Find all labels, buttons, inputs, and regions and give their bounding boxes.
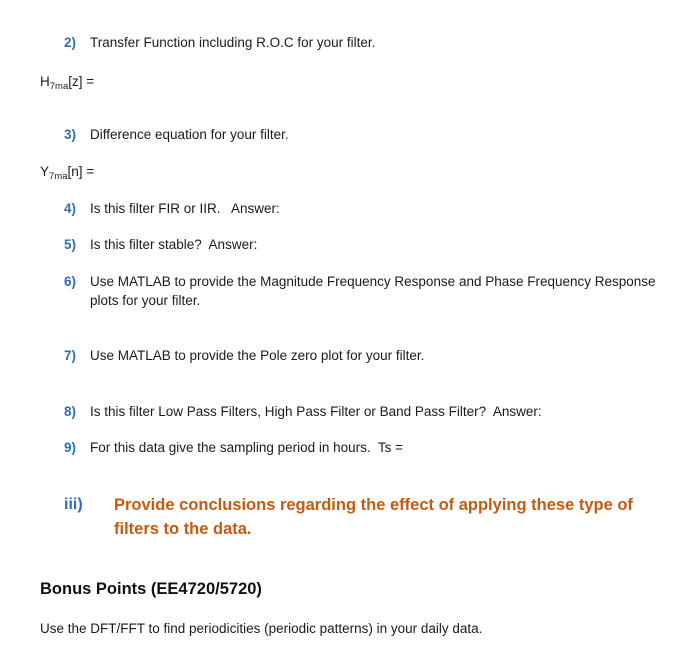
item-text: For this data give the sampling period in hours. Ts = bbox=[90, 440, 404, 455]
eq-rest: [n] = bbox=[67, 164, 95, 179]
item-text: Difference equation for your filter. bbox=[90, 127, 289, 142]
item-number: 4) bbox=[64, 201, 77, 216]
item-number: 7) bbox=[64, 348, 77, 363]
item-text: Is this filter FIR or IIR. Answer: bbox=[90, 201, 280, 216]
item-text: Use MATLAB to provide the Pole zero plot for your filter. bbox=[90, 348, 425, 363]
item-number: 9) bbox=[64, 440, 77, 455]
item-number: 6) bbox=[64, 274, 77, 289]
transfer-function-equation bbox=[40, 74, 95, 92]
item-text: Is this filter stable? Answer: bbox=[90, 237, 258, 252]
section-heading-line2: filters to the data. bbox=[114, 520, 252, 538]
eq-subscript: 7ma bbox=[49, 81, 69, 92]
item-number: 2) bbox=[64, 35, 77, 50]
item-text: Is this filter Low Pass Filters, High Pass Filter or Band Pass Filter? Answer: bbox=[90, 404, 542, 419]
item-text-line2: plots for your filter. bbox=[90, 293, 201, 308]
section-number: iii) bbox=[64, 496, 83, 513]
eq-base: H bbox=[40, 74, 50, 89]
item-number: 8) bbox=[64, 404, 77, 419]
item-text: Transfer Function including R.O.C for your filter. bbox=[90, 35, 376, 50]
item-number: 3) bbox=[64, 127, 77, 142]
eq-subscript: 7ma bbox=[49, 171, 68, 182]
bonus-text: Use the DFT/FFT to find periodicities (periodic patterns) in your daily data. bbox=[40, 621, 483, 636]
item-text-line1: Use MATLAB to provide the Magnitude Frequency Response and Phase Frequency Response bbox=[90, 274, 656, 289]
eq-base: Y bbox=[40, 164, 50, 179]
difference-equation bbox=[40, 164, 95, 182]
item-number: 5) bbox=[64, 237, 77, 252]
eq-rest: [z] = bbox=[68, 74, 95, 89]
section-heading-line1: Provide conclusions regarding the effect of applying these type of bbox=[114, 496, 633, 514]
bonus-heading: Bonus Points (EE4720/5720) bbox=[40, 580, 262, 598]
